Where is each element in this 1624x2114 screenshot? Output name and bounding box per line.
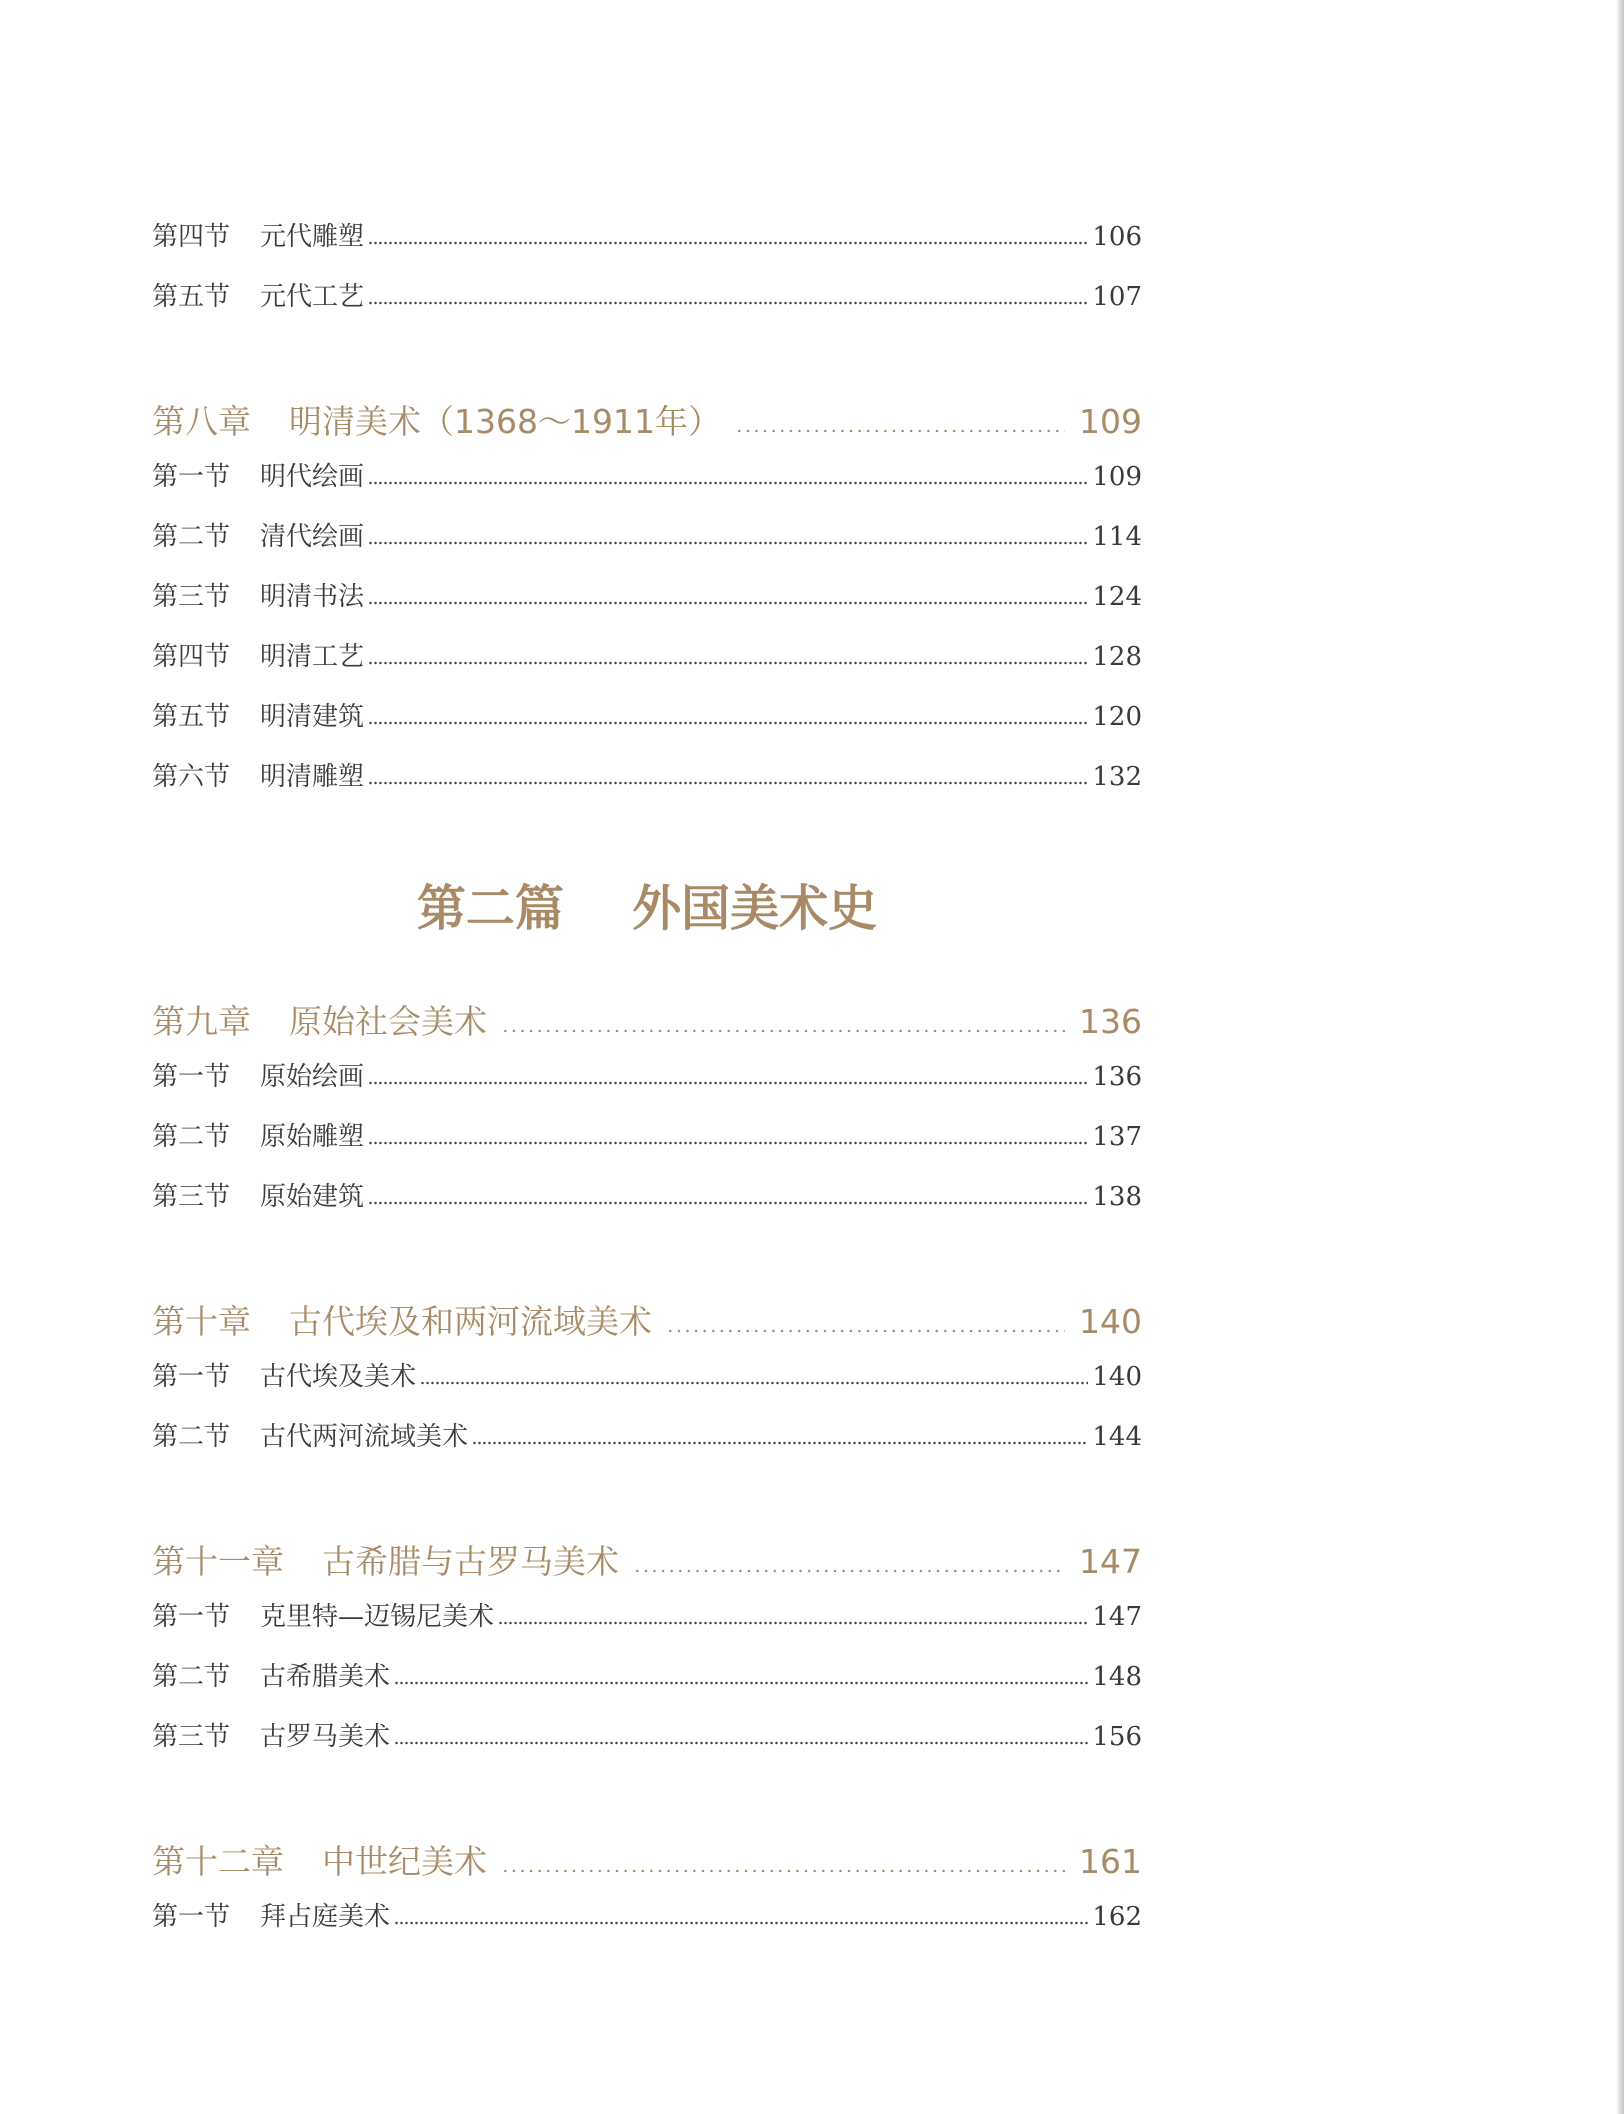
toc-section-yuan-sculpture[interactable] (152, 216, 1142, 253)
section-title: 明清雕塑 (260, 762, 365, 792)
page-number: 128 (1092, 642, 1142, 672)
dot-leader (420, 1381, 1088, 1385)
page-number: 109 (1092, 462, 1142, 492)
page-edge-shadow (1616, 0, 1624, 2114)
section-title: 明代绘画 (260, 462, 365, 492)
page-number: 136 (1079, 1002, 1142, 1041)
chapter-title: 原始社会美术 (289, 1002, 487, 1041)
page-number: 106 (1092, 222, 1142, 252)
section-number: 第一节 (152, 1062, 231, 1092)
toc-section-ming-qing-crafts[interactable] (152, 636, 1142, 673)
section-title: 原始绘画 (260, 1062, 365, 1092)
section-number: 第三节 (152, 582, 231, 612)
section-number: 第一节 (152, 1602, 231, 1632)
toc-section-ming-qing-architecture[interactable] (152, 696, 1142, 733)
toc-section-ming-painting[interactable] (152, 456, 1142, 493)
toc-section-aegean[interactable] (152, 1596, 1142, 1633)
page-number: 138 (1092, 1182, 1142, 1212)
chapter-title: 中世纪美术 (322, 1842, 487, 1881)
toc-chapter-12[interactable] (152, 1836, 1142, 1883)
page-number: 109 (1079, 402, 1142, 441)
section-title: 古希腊美术 (260, 1662, 391, 1692)
part-title: 外国美术史 (632, 879, 878, 937)
toc-section-ming-qing-sculpture[interactable] (152, 756, 1142, 793)
page-number: 144 (1092, 1422, 1142, 1452)
section-title: 克里特—迈锡尼美术 (260, 1602, 495, 1632)
dot-leader (368, 1141, 1088, 1145)
section-title: 原始雕塑 (260, 1122, 365, 1152)
page-number: 161 (1079, 1842, 1142, 1881)
section-title: 元代工艺 (260, 282, 365, 312)
dot-leader (368, 301, 1088, 305)
page-number: 107 (1092, 282, 1142, 312)
part-number: 第二篇 (416, 879, 564, 937)
section-title: 清代绘画 (260, 522, 365, 552)
dot-leader (368, 721, 1088, 725)
page-number: 140 (1079, 1302, 1142, 1341)
part-heading (152, 870, 1142, 940)
section-number: 第三节 (152, 1722, 231, 1752)
section-title: 明清建筑 (260, 702, 365, 732)
chapter-number: 第十一章 (152, 1542, 284, 1581)
dot-leader (394, 1681, 1088, 1685)
dot-leader (633, 1569, 1065, 1573)
dot-leader (368, 1081, 1088, 1085)
page-number: 124 (1092, 582, 1142, 612)
section-number: 第二节 (152, 1662, 231, 1692)
toc-section-ancient-rome[interactable] (152, 1716, 1142, 1753)
toc-section-ancient-egypt[interactable] (152, 1356, 1142, 1393)
page-number: 136 (1092, 1062, 1142, 1092)
page-number: 147 (1092, 1602, 1142, 1632)
page-number: 148 (1092, 1662, 1142, 1692)
dot-leader (368, 601, 1088, 605)
toc-chapter-8[interactable] (152, 396, 1142, 443)
toc-section-qing-painting[interactable] (152, 516, 1142, 553)
dot-leader (394, 1921, 1088, 1925)
section-title: 明清书法 (260, 582, 365, 612)
chapter-number: 第八章 (152, 402, 251, 441)
section-number: 第五节 (152, 702, 231, 732)
section-number: 第一节 (152, 1902, 231, 1932)
section-number: 第二节 (152, 1422, 231, 1452)
section-number: 第二节 (152, 522, 231, 552)
dot-leader (735, 429, 1065, 433)
dot-leader (501, 1029, 1065, 1033)
table-of-contents (152, 0, 1142, 2114)
dot-leader (394, 1741, 1088, 1745)
dot-leader (368, 541, 1088, 545)
dot-leader (472, 1441, 1088, 1445)
page-number: 156 (1092, 1722, 1142, 1752)
chapter-title: 明清美术（1368～1911年） (289, 402, 721, 441)
toc-section-primitive-painting[interactable] (152, 1056, 1142, 1093)
page-number: 132 (1092, 762, 1142, 792)
dot-leader (501, 1869, 1065, 1873)
dot-leader (368, 1201, 1088, 1205)
dot-leader (498, 1621, 1088, 1625)
chapter-title: 古希腊与古罗马美术 (322, 1542, 619, 1581)
section-title: 元代雕塑 (260, 222, 365, 252)
page-number: 162 (1092, 1902, 1142, 1932)
section-title: 古代两河流域美术 (260, 1422, 469, 1452)
page-number: 114 (1092, 522, 1142, 552)
section-title: 古代埃及美术 (260, 1362, 417, 1392)
chapter-title: 古代埃及和两河流域美术 (289, 1302, 652, 1341)
section-number: 第六节 (152, 762, 231, 792)
toc-section-byzantine[interactable] (152, 1896, 1142, 1933)
section-number: 第二节 (152, 1122, 231, 1152)
section-number: 第一节 (152, 1362, 231, 1392)
section-number: 第四节 (152, 222, 231, 252)
section-number: 第四节 (152, 642, 231, 672)
section-title: 明清工艺 (260, 642, 365, 672)
toc-section-primitive-sculpture[interactable] (152, 1116, 1142, 1153)
toc-section-ancient-greece[interactable] (152, 1656, 1142, 1693)
section-title: 原始建筑 (260, 1182, 365, 1212)
section-number: 第一节 (152, 462, 231, 492)
toc-section-ming-qing-calligraphy[interactable] (152, 576, 1142, 613)
chapter-number: 第十章 (152, 1302, 251, 1341)
dot-leader (666, 1329, 1065, 1333)
toc-chapter-11[interactable] (152, 1536, 1142, 1583)
section-number: 第五节 (152, 282, 231, 312)
dot-leader (368, 661, 1088, 665)
chapter-number: 第十二章 (152, 1842, 284, 1881)
toc-section-primitive-architecture[interactable] (152, 1176, 1142, 1213)
page-number: 137 (1092, 1122, 1142, 1152)
dot-leader (368, 481, 1088, 485)
toc-chapter-9[interactable] (152, 996, 1142, 1043)
page-number: 120 (1092, 702, 1142, 732)
section-number: 第三节 (152, 1182, 231, 1212)
toc-section-mesopotamia[interactable] (152, 1416, 1142, 1453)
toc-chapter-10[interactable] (152, 1296, 1142, 1343)
chapter-number: 第九章 (152, 1002, 251, 1041)
section-title: 古罗马美术 (260, 1722, 391, 1752)
dot-leader (368, 781, 1088, 785)
page-number: 140 (1092, 1362, 1142, 1392)
dot-leader (368, 241, 1088, 245)
page-number: 147 (1079, 1542, 1142, 1581)
section-title: 拜占庭美术 (260, 1902, 391, 1932)
toc-section-yuan-crafts[interactable] (152, 276, 1142, 313)
